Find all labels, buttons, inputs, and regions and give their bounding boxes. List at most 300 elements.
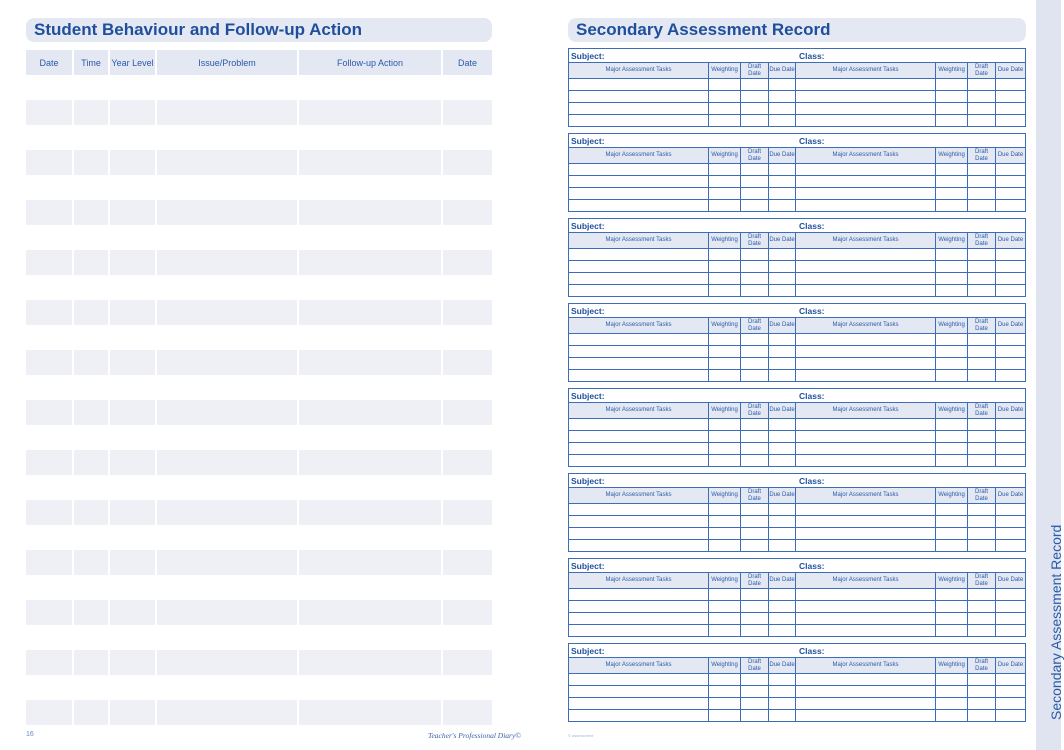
table-cell[interactable] — [157, 550, 299, 575]
table-cell[interactable] — [741, 273, 769, 284]
table-cell[interactable] — [769, 455, 796, 466]
table-cell[interactable] — [796, 103, 936, 114]
table-cell[interactable] — [157, 675, 299, 700]
table-cell[interactable] — [996, 431, 1025, 442]
table-cell[interactable] — [796, 370, 936, 381]
table-cell[interactable] — [299, 150, 443, 175]
table-cell[interactable] — [569, 115, 709, 126]
table-cell[interactable] — [968, 431, 996, 442]
table-cell[interactable] — [996, 698, 1025, 709]
table-cell[interactable] — [709, 115, 741, 126]
table-cell[interactable] — [26, 200, 74, 225]
table-cell[interactable] — [968, 698, 996, 709]
table-cell[interactable] — [936, 91, 968, 102]
table-cell[interactable] — [968, 589, 996, 600]
table-cell[interactable] — [741, 346, 769, 357]
table-cell[interactable] — [74, 600, 110, 625]
table-cell[interactable] — [936, 710, 968, 721]
table-cell[interactable] — [968, 516, 996, 527]
table-cell[interactable] — [26, 600, 74, 625]
table-cell[interactable] — [769, 370, 796, 381]
table-cell[interactable] — [996, 249, 1025, 260]
table-cell[interactable] — [157, 475, 299, 500]
table-cell[interactable] — [569, 285, 709, 296]
table-cell[interactable] — [996, 674, 1025, 685]
table-cell[interactable] — [74, 625, 110, 650]
table-cell[interactable] — [443, 125, 492, 150]
table-cell[interactable] — [709, 285, 741, 296]
table-cell[interactable] — [443, 450, 492, 475]
table-cell[interactable] — [769, 516, 796, 527]
table-cell[interactable] — [996, 601, 1025, 612]
table-cell[interactable] — [709, 710, 741, 721]
table-cell[interactable] — [74, 200, 110, 225]
table-cell[interactable] — [110, 550, 157, 575]
table-cell[interactable] — [741, 115, 769, 126]
table-cell[interactable] — [569, 455, 709, 466]
table-cell[interactable] — [569, 528, 709, 539]
table-cell[interactable] — [26, 425, 74, 450]
table-cell[interactable] — [936, 419, 968, 430]
table-cell[interactable] — [569, 443, 709, 454]
table-cell[interactable] — [709, 601, 741, 612]
table-cell[interactable] — [968, 200, 996, 211]
table-cell[interactable] — [26, 100, 74, 125]
table-cell[interactable] — [569, 686, 709, 697]
table-cell[interactable] — [299, 175, 443, 200]
table-cell[interactable] — [741, 516, 769, 527]
table-cell[interactable] — [936, 358, 968, 369]
table-cell[interactable] — [709, 528, 741, 539]
table-cell[interactable] — [569, 188, 709, 199]
table-cell[interactable] — [741, 334, 769, 345]
table-cell[interactable] — [299, 325, 443, 350]
table-cell[interactable] — [741, 504, 769, 515]
table-cell[interactable] — [741, 419, 769, 430]
table-cell[interactable] — [74, 125, 110, 150]
table-cell[interactable] — [569, 200, 709, 211]
table-cell[interactable] — [968, 686, 996, 697]
table-cell[interactable] — [996, 164, 1025, 175]
table-cell[interactable] — [569, 589, 709, 600]
table-cell[interactable] — [936, 249, 968, 260]
table-cell[interactable] — [157, 75, 299, 100]
table-cell[interactable] — [769, 504, 796, 515]
table-cell[interactable] — [157, 450, 299, 475]
table-cell[interactable] — [74, 350, 110, 375]
table-cell[interactable] — [769, 419, 796, 430]
table-cell[interactable] — [74, 225, 110, 250]
table-cell[interactable] — [996, 188, 1025, 199]
table-cell[interactable] — [996, 334, 1025, 345]
table-cell[interactable] — [299, 225, 443, 250]
table-cell[interactable] — [741, 164, 769, 175]
table-cell[interactable] — [796, 601, 936, 612]
table-cell[interactable] — [936, 528, 968, 539]
table-cell[interactable] — [936, 370, 968, 381]
table-cell[interactable] — [299, 100, 443, 125]
table-cell[interactable] — [769, 79, 796, 90]
table-cell[interactable] — [110, 475, 157, 500]
table-cell[interactable] — [74, 425, 110, 450]
table-cell[interactable] — [299, 200, 443, 225]
table-cell[interactable] — [936, 625, 968, 636]
table-cell[interactable] — [26, 75, 74, 100]
table-cell[interactable] — [74, 150, 110, 175]
table-cell[interactable] — [569, 613, 709, 624]
table-cell[interactable] — [796, 455, 936, 466]
table-cell[interactable] — [936, 504, 968, 515]
table-cell[interactable] — [443, 250, 492, 275]
table-cell[interactable] — [443, 225, 492, 250]
table-cell[interactable] — [968, 249, 996, 260]
table-cell[interactable] — [796, 358, 936, 369]
table-cell[interactable] — [26, 150, 74, 175]
table-cell[interactable] — [74, 650, 110, 675]
table-cell[interactable] — [443, 675, 492, 700]
table-cell[interactable] — [74, 675, 110, 700]
table-cell[interactable] — [796, 674, 936, 685]
table-cell[interactable] — [443, 200, 492, 225]
table-cell[interactable] — [796, 261, 936, 272]
table-cell[interactable] — [443, 550, 492, 575]
table-cell[interactable] — [157, 700, 299, 725]
table-cell[interactable] — [443, 325, 492, 350]
table-cell[interactable] — [769, 431, 796, 442]
table-cell[interactable] — [569, 710, 709, 721]
table-cell[interactable] — [569, 516, 709, 527]
table-cell[interactable] — [796, 249, 936, 260]
table-cell[interactable] — [157, 575, 299, 600]
table-cell[interactable] — [26, 450, 74, 475]
table-cell[interactable] — [74, 375, 110, 400]
table-cell[interactable] — [996, 419, 1025, 430]
table-cell[interactable] — [110, 650, 157, 675]
table-cell[interactable] — [299, 75, 443, 100]
table-cell[interactable] — [796, 79, 936, 90]
table-cell[interactable] — [443, 350, 492, 375]
table-cell[interactable] — [26, 125, 74, 150]
table-cell[interactable] — [110, 250, 157, 275]
table-cell[interactable] — [157, 175, 299, 200]
table-cell[interactable] — [569, 358, 709, 369]
table-cell[interactable] — [796, 613, 936, 624]
table-cell[interactable] — [741, 176, 769, 187]
table-cell[interactable] — [796, 686, 936, 697]
table-cell[interactable] — [936, 698, 968, 709]
table-cell[interactable] — [443, 400, 492, 425]
table-cell[interactable] — [110, 200, 157, 225]
table-cell[interactable] — [26, 550, 74, 575]
table-cell[interactable] — [741, 601, 769, 612]
table-cell[interactable] — [769, 674, 796, 685]
table-cell[interactable] — [996, 261, 1025, 272]
table-cell[interactable] — [110, 375, 157, 400]
table-cell[interactable] — [157, 625, 299, 650]
table-cell[interactable] — [26, 475, 74, 500]
table-cell[interactable] — [157, 275, 299, 300]
table-cell[interactable] — [741, 261, 769, 272]
table-cell[interactable] — [26, 350, 74, 375]
table-cell[interactable] — [569, 674, 709, 685]
table-cell[interactable] — [796, 516, 936, 527]
table-cell[interactable] — [996, 103, 1025, 114]
table-cell[interactable] — [769, 249, 796, 260]
table-cell[interactable] — [26, 300, 74, 325]
table-cell[interactable] — [74, 550, 110, 575]
table-cell[interactable] — [709, 431, 741, 442]
table-cell[interactable] — [569, 334, 709, 345]
table-cell[interactable] — [996, 346, 1025, 357]
table-cell[interactable] — [74, 525, 110, 550]
table-cell[interactable] — [996, 200, 1025, 211]
table-cell[interactable] — [968, 504, 996, 515]
table-cell[interactable] — [968, 285, 996, 296]
table-cell[interactable] — [26, 700, 74, 725]
table-cell[interactable] — [996, 516, 1025, 527]
table-cell[interactable] — [968, 710, 996, 721]
table-cell[interactable] — [769, 285, 796, 296]
table-cell[interactable] — [709, 674, 741, 685]
table-cell[interactable] — [796, 504, 936, 515]
table-cell[interactable] — [299, 350, 443, 375]
table-cell[interactable] — [796, 443, 936, 454]
table-cell[interactable] — [443, 425, 492, 450]
table-cell[interactable] — [443, 300, 492, 325]
table-cell[interactable] — [569, 249, 709, 260]
table-cell[interactable] — [796, 710, 936, 721]
table-cell[interactable] — [741, 589, 769, 600]
table-cell[interactable] — [936, 540, 968, 551]
table-cell[interactable] — [796, 176, 936, 187]
table-cell[interactable] — [996, 625, 1025, 636]
table-cell[interactable] — [796, 164, 936, 175]
table-cell[interactable] — [936, 79, 968, 90]
table-cell[interactable] — [709, 91, 741, 102]
table-cell[interactable] — [157, 200, 299, 225]
table-cell[interactable] — [569, 431, 709, 442]
table-cell[interactable] — [996, 115, 1025, 126]
table-cell[interactable] — [709, 613, 741, 624]
table-cell[interactable] — [968, 540, 996, 551]
table-cell[interactable] — [709, 164, 741, 175]
table-cell[interactable] — [26, 500, 74, 525]
table-cell[interactable] — [996, 686, 1025, 697]
table-cell[interactable] — [796, 200, 936, 211]
table-cell[interactable] — [741, 188, 769, 199]
table-cell[interactable] — [936, 516, 968, 527]
table-cell[interactable] — [769, 540, 796, 551]
table-cell[interactable] — [996, 370, 1025, 381]
table-cell[interactable] — [709, 419, 741, 430]
table-cell[interactable] — [299, 125, 443, 150]
table-cell[interactable] — [26, 525, 74, 550]
table-cell[interactable] — [709, 370, 741, 381]
table-cell[interactable] — [796, 115, 936, 126]
table-cell[interactable] — [299, 600, 443, 625]
table-cell[interactable] — [569, 504, 709, 515]
table-cell[interactable] — [996, 455, 1025, 466]
table-cell[interactable] — [769, 589, 796, 600]
table-cell[interactable] — [157, 400, 299, 425]
table-cell[interactable] — [74, 450, 110, 475]
table-cell[interactable] — [996, 504, 1025, 515]
table-cell[interactable] — [569, 176, 709, 187]
table-cell[interactable] — [936, 601, 968, 612]
table-cell[interactable] — [157, 100, 299, 125]
table-cell[interactable] — [968, 103, 996, 114]
table-cell[interactable] — [443, 500, 492, 525]
table-cell[interactable] — [157, 650, 299, 675]
table-cell[interactable] — [157, 525, 299, 550]
table-cell[interactable] — [569, 419, 709, 430]
table-cell[interactable] — [968, 419, 996, 430]
table-cell[interactable] — [299, 400, 443, 425]
table-cell[interactable] — [26, 650, 74, 675]
table-cell[interactable] — [569, 346, 709, 357]
table-cell[interactable] — [74, 75, 110, 100]
table-cell[interactable] — [741, 528, 769, 539]
table-cell[interactable] — [936, 176, 968, 187]
table-cell[interactable] — [769, 625, 796, 636]
table-cell[interactable] — [443, 650, 492, 675]
table-cell[interactable] — [157, 250, 299, 275]
table-cell[interactable] — [968, 79, 996, 90]
table-cell[interactable] — [709, 79, 741, 90]
table-cell[interactable] — [741, 431, 769, 442]
table-cell[interactable] — [968, 625, 996, 636]
table-cell[interactable] — [709, 261, 741, 272]
table-cell[interactable] — [968, 334, 996, 345]
table-cell[interactable] — [299, 625, 443, 650]
table-cell[interactable] — [936, 589, 968, 600]
table-cell[interactable] — [157, 350, 299, 375]
table-cell[interactable] — [569, 273, 709, 284]
table-cell[interactable] — [110, 325, 157, 350]
table-cell[interactable] — [569, 103, 709, 114]
table-cell[interactable] — [299, 650, 443, 675]
table-cell[interactable] — [936, 334, 968, 345]
table-cell[interactable] — [26, 225, 74, 250]
table-cell[interactable] — [741, 674, 769, 685]
table-cell[interactable] — [968, 370, 996, 381]
table-cell[interactable] — [769, 346, 796, 357]
table-cell[interactable] — [709, 176, 741, 187]
table-cell[interactable] — [110, 275, 157, 300]
table-cell[interactable] — [796, 540, 936, 551]
table-cell[interactable] — [769, 188, 796, 199]
table-cell[interactable] — [769, 115, 796, 126]
table-cell[interactable] — [157, 300, 299, 325]
table-cell[interactable] — [968, 528, 996, 539]
table-cell[interactable] — [769, 601, 796, 612]
table-cell[interactable] — [110, 425, 157, 450]
table-cell[interactable] — [741, 540, 769, 551]
table-cell[interactable] — [996, 358, 1025, 369]
table-cell[interactable] — [709, 504, 741, 515]
table-cell[interactable] — [968, 188, 996, 199]
table-cell[interactable] — [796, 285, 936, 296]
table-cell[interactable] — [443, 700, 492, 725]
table-cell[interactable] — [443, 75, 492, 100]
table-cell[interactable] — [709, 273, 741, 284]
table-cell[interactable] — [74, 300, 110, 325]
table-cell[interactable] — [741, 455, 769, 466]
table-cell[interactable] — [936, 200, 968, 211]
table-cell[interactable] — [936, 164, 968, 175]
table-cell[interactable] — [936, 285, 968, 296]
table-cell[interactable] — [769, 358, 796, 369]
table-cell[interactable] — [769, 528, 796, 539]
table-cell[interactable] — [26, 275, 74, 300]
table-cell[interactable] — [26, 175, 74, 200]
table-cell[interactable] — [741, 200, 769, 211]
table-cell[interactable] — [110, 525, 157, 550]
table-cell[interactable] — [110, 150, 157, 175]
table-cell[interactable] — [110, 500, 157, 525]
table-cell[interactable] — [299, 675, 443, 700]
table-cell[interactable] — [769, 200, 796, 211]
table-cell[interactable] — [299, 450, 443, 475]
table-cell[interactable] — [741, 103, 769, 114]
table-cell[interactable] — [968, 358, 996, 369]
table-cell[interactable] — [299, 525, 443, 550]
table-cell[interactable] — [569, 370, 709, 381]
table-cell[interactable] — [709, 455, 741, 466]
table-cell[interactable] — [741, 91, 769, 102]
table-cell[interactable] — [796, 188, 936, 199]
table-cell[interactable] — [741, 686, 769, 697]
table-cell[interactable] — [796, 419, 936, 430]
table-cell[interactable] — [299, 500, 443, 525]
table-cell[interactable] — [936, 261, 968, 272]
table-cell[interactable] — [443, 175, 492, 200]
table-cell[interactable] — [709, 358, 741, 369]
table-cell[interactable] — [569, 601, 709, 612]
table-cell[interactable] — [26, 400, 74, 425]
table-cell[interactable] — [796, 334, 936, 345]
table-cell[interactable] — [741, 698, 769, 709]
table-cell[interactable] — [110, 175, 157, 200]
table-cell[interactable] — [769, 698, 796, 709]
table-cell[interactable] — [968, 601, 996, 612]
table-cell[interactable] — [569, 79, 709, 90]
table-cell[interactable] — [936, 455, 968, 466]
table-cell[interactable] — [769, 261, 796, 272]
table-cell[interactable] — [769, 613, 796, 624]
table-cell[interactable] — [936, 674, 968, 685]
table-cell[interactable] — [110, 125, 157, 150]
table-cell[interactable] — [110, 600, 157, 625]
table-cell[interactable] — [968, 346, 996, 357]
table-cell[interactable] — [74, 250, 110, 275]
table-cell[interactable] — [996, 79, 1025, 90]
table-cell[interactable] — [936, 686, 968, 697]
table-cell[interactable] — [996, 273, 1025, 284]
table-cell[interactable] — [936, 431, 968, 442]
table-cell[interactable] — [936, 346, 968, 357]
table-cell[interactable] — [996, 285, 1025, 296]
table-cell[interactable] — [157, 125, 299, 150]
table-cell[interactable] — [796, 589, 936, 600]
table-cell[interactable] — [26, 675, 74, 700]
table-cell[interactable] — [157, 500, 299, 525]
table-cell[interactable] — [74, 325, 110, 350]
table-cell[interactable] — [443, 575, 492, 600]
table-cell[interactable] — [74, 100, 110, 125]
table-cell[interactable] — [299, 375, 443, 400]
table-cell[interactable] — [443, 525, 492, 550]
